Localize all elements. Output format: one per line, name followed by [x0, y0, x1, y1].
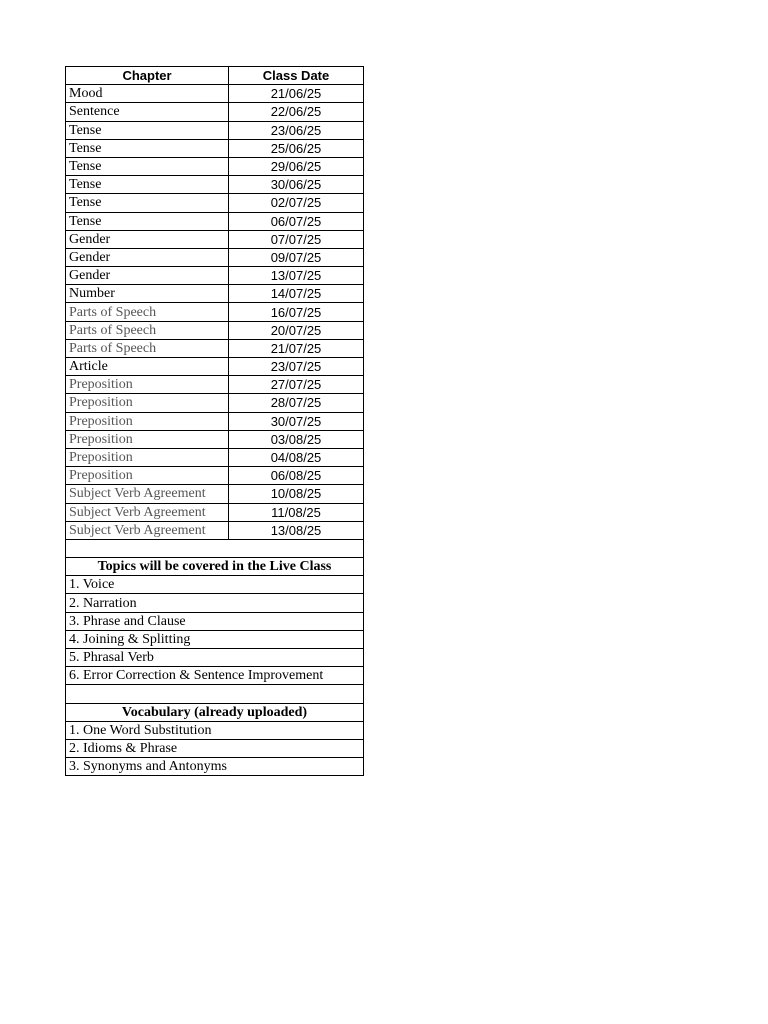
table-row: [66, 103, 364, 121]
table-row: [66, 230, 364, 248]
table-row: [66, 467, 364, 485]
chapter-cell: Subject Verb Agreement: [66, 521, 229, 539]
class-date-cell: 11/08/25: [229, 503, 364, 521]
class-date-cell: 30/07/25: [229, 412, 364, 430]
class-date-cell: 20/07/25: [229, 321, 364, 339]
table-row: [66, 248, 364, 266]
table-row: [66, 176, 364, 194]
chapter-cell: Tense: [66, 121, 229, 139]
chapter-cell: Preposition: [66, 448, 229, 466]
table-row: [66, 157, 364, 175]
chapter-cell: Parts of Speech: [66, 303, 229, 321]
table-row: [66, 303, 364, 321]
vocabulary-title-row: [66, 703, 364, 721]
class-date-cell: 02/07/25: [229, 194, 364, 212]
vocabulary-topics: [66, 721, 364, 776]
schedule-table: [65, 66, 364, 776]
class-date-cell: 25/06/25: [229, 139, 364, 157]
chapter-cell: Tense: [66, 139, 229, 157]
spacer-cell: [66, 685, 364, 703]
table-row: [66, 85, 364, 103]
chapter-cell: Gender: [66, 248, 229, 266]
chapter-cell: Sentence: [66, 103, 229, 121]
chapter-cell: Tense: [66, 194, 229, 212]
table-row: [66, 485, 364, 503]
chapter-cell: Number: [66, 285, 229, 303]
table-row: [66, 358, 364, 376]
table-row: [66, 521, 364, 539]
vocabulary-topic: 2. Idioms & Phrase: [66, 739, 364, 757]
vocabulary-topic: 3. Synonyms and Antonyms: [66, 758, 364, 776]
class-date-cell: 10/08/25: [229, 485, 364, 503]
class-date-cell: 07/07/25: [229, 230, 364, 248]
spacer-cell: [66, 539, 364, 557]
class-date-cell: 23/07/25: [229, 358, 364, 376]
live-class-topic: 6. Error Correction & Sentence Improvement: [66, 667, 364, 685]
chapter-cell: Subject Verb Agreement: [66, 485, 229, 503]
class-date-cell: 30/06/25: [229, 176, 364, 194]
class-date-cell: 13/08/25: [229, 521, 364, 539]
chapter-cell: Preposition: [66, 467, 229, 485]
chapter-cell: Preposition: [66, 430, 229, 448]
vocabulary-topic: 1. One Word Substitution: [66, 721, 364, 739]
table-row: [66, 139, 364, 157]
chapter-column-header: Chapter: [66, 67, 229, 85]
class-date-cell: 21/07/25: [229, 339, 364, 357]
class-date-column-header: Class Date: [229, 67, 364, 85]
chapter-cell: Preposition: [66, 394, 229, 412]
live-class-title: Topics will be covered in the Live Class: [66, 558, 364, 576]
class-date-cell: 22/06/25: [229, 103, 364, 121]
list-item: [66, 594, 364, 612]
list-item: [66, 758, 364, 776]
chapter-cell: Gender: [66, 267, 229, 285]
live-class-topic: 3. Phrase and Clause: [66, 612, 364, 630]
header-row: [66, 67, 364, 85]
list-item: [66, 721, 364, 739]
list-item: [66, 612, 364, 630]
table-row: [66, 267, 364, 285]
chapter-cell: Tense: [66, 176, 229, 194]
vocabulary-title: Vocabulary (already uploaded): [66, 703, 364, 721]
chapter-cell: Preposition: [66, 376, 229, 394]
class-date-cell: 06/07/25: [229, 212, 364, 230]
class-date-cell: 04/08/25: [229, 448, 364, 466]
table-row: [66, 194, 364, 212]
live-class-title-row: [66, 558, 364, 576]
table-row: [66, 448, 364, 466]
chapter-cell: Gender: [66, 230, 229, 248]
class-date-cell: 13/07/25: [229, 267, 364, 285]
list-item: [66, 649, 364, 667]
chapter-cell: Tense: [66, 212, 229, 230]
class-date-cell: 21/06/25: [229, 85, 364, 103]
list-item: [66, 667, 364, 685]
chapter-cell: Parts of Speech: [66, 321, 229, 339]
table-row: [66, 503, 364, 521]
table-row: [66, 430, 364, 448]
table-row: [66, 285, 364, 303]
class-date-cell: 03/08/25: [229, 430, 364, 448]
class-date-cell: 23/06/25: [229, 121, 364, 139]
class-date-cell: 27/07/25: [229, 376, 364, 394]
chapter-cell: Parts of Speech: [66, 339, 229, 357]
chapter-cell: Preposition: [66, 412, 229, 430]
table-row: [66, 412, 364, 430]
class-schedule-sheet: [65, 66, 363, 776]
class-date-cell: 16/07/25: [229, 303, 364, 321]
class-date-cell: 09/07/25: [229, 248, 364, 266]
spacer-row: [66, 539, 364, 557]
table-row: [66, 339, 364, 357]
live-class-topic: 4. Joining & Splitting: [66, 630, 364, 648]
live-class-topic: 5. Phrasal Verb: [66, 649, 364, 667]
schedule-rows: [66, 85, 364, 540]
table-row: [66, 121, 364, 139]
class-date-cell: 29/06/25: [229, 157, 364, 175]
chapter-cell: Article: [66, 358, 229, 376]
live-class-topics: [66, 576, 364, 685]
chapter-cell: Tense: [66, 157, 229, 175]
class-date-cell: 06/08/25: [229, 467, 364, 485]
table-row: [66, 394, 364, 412]
table-row: [66, 212, 364, 230]
live-class-topic: 2. Narration: [66, 594, 364, 612]
spacer-row: [66, 685, 364, 703]
table-row: [66, 376, 364, 394]
table-row: [66, 321, 364, 339]
chapter-cell: Mood: [66, 85, 229, 103]
live-class-topic: 1. Voice: [66, 576, 364, 594]
class-date-cell: 14/07/25: [229, 285, 364, 303]
list-item: [66, 739, 364, 757]
list-item: [66, 576, 364, 594]
chapter-cell: Subject Verb Agreement: [66, 503, 229, 521]
list-item: [66, 630, 364, 648]
class-date-cell: 28/07/25: [229, 394, 364, 412]
